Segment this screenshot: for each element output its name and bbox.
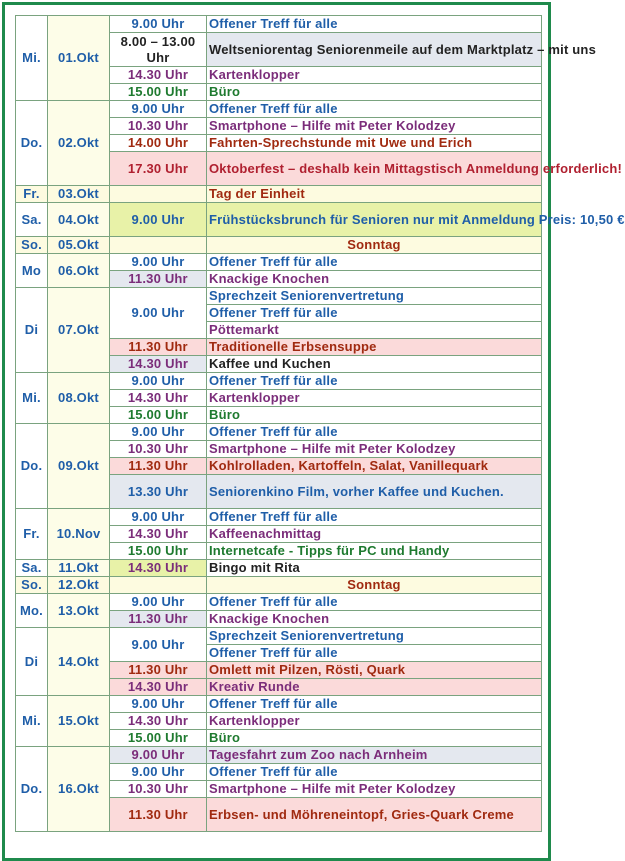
time-cell	[110, 186, 207, 203]
time-cell: 15.00 Uhr	[110, 84, 207, 101]
event-cell: Kreativ Runde	[207, 679, 542, 696]
time-cell: 15.00 Uhr	[110, 407, 207, 424]
time-cell: 9.00 Uhr	[110, 747, 207, 764]
date-cell: 09.Okt	[48, 424, 110, 509]
time-cell	[110, 237, 207, 254]
event-cell: Offener Treff für alle	[207, 696, 542, 713]
day-cell: Mi.	[16, 373, 48, 424]
weekly-schedule-table	[15, 15, 625, 832]
time-cell: 11.30 Uhr	[110, 611, 207, 628]
event-cell: Oktoberfest – deshalb kein Mittagstisch Anmeldung erforderlich!	[207, 152, 542, 186]
day-cell: Mo	[16, 254, 48, 288]
day-cell: Do.	[16, 747, 48, 832]
date-cell: 06.Okt	[48, 254, 110, 288]
event-cell: Kartenklopper	[207, 713, 542, 730]
event-cell: Internetcafe - Tipps für PC und Handy	[207, 543, 542, 560]
event-cell: Bingo mit Rita	[207, 560, 542, 577]
day-cell: Do.	[16, 424, 48, 509]
event-cell: Offener Treff für alle	[207, 594, 542, 611]
event-cell: Weltseniorentag Seniorenmeile auf dem Marktplatz – mit uns	[207, 33, 542, 67]
date-cell: 10.Nov	[48, 509, 110, 560]
time-cell: 9.00 Uhr	[110, 696, 207, 713]
time-cell: 10.30 Uhr	[110, 781, 207, 798]
day-cell: Di	[16, 628, 48, 696]
date-cell: 16.Okt	[48, 747, 110, 832]
time-cell: 11.30 Uhr	[110, 339, 207, 356]
event-cell: Offener Treff für alle	[207, 764, 542, 781]
date-cell: 02.Okt	[48, 101, 110, 186]
table-row	[16, 203, 542, 237]
time-cell: 9.00 Uhr	[110, 288, 207, 339]
time-cell: 17.30 Uhr	[110, 152, 207, 186]
time-cell: 9.00 Uhr	[110, 509, 207, 526]
date-cell: 01.Okt	[48, 16, 110, 101]
event-cell: Erbsen- und Möhreneintopf, Gries-Quark Creme	[207, 798, 542, 832]
time-cell: 14.30 Uhr	[110, 356, 207, 373]
event-cell: Tag der Einheit	[207, 186, 542, 203]
time-cell: 15.00 Uhr	[110, 543, 207, 560]
day-cell: So.	[16, 237, 48, 254]
schedule-frame	[2, 2, 625, 861]
table-row	[16, 186, 542, 203]
event-cell: Offener Treff für alle	[207, 509, 542, 526]
event-cell: Offener Treff für alle	[207, 16, 542, 33]
time-cell	[110, 577, 207, 594]
event-cell: Sprechzeit Seniorenvertretung	[207, 628, 542, 645]
day-cell: Fr.	[16, 509, 48, 560]
event-cell: Smartphone – Hilfe mit Peter Kolodzey	[207, 781, 542, 798]
event-cell: Omlett mit Pilzen, Rösti, Quark	[207, 662, 542, 679]
table-row	[16, 747, 542, 764]
event-cell: Büro	[207, 407, 542, 424]
date-cell: 13.Okt	[48, 594, 110, 628]
time-cell: 14.30 Uhr	[110, 713, 207, 730]
time-cell: 9.00 Uhr	[110, 764, 207, 781]
event-cell: Kartenklopper	[207, 67, 542, 84]
event-cell: Offener Treff für alle	[207, 645, 542, 662]
table-row	[16, 288, 542, 305]
table-row	[16, 577, 542, 594]
event-cell: Traditionelle Erbsensuppe	[207, 339, 542, 356]
event-cell: Kartenklopper	[207, 390, 542, 407]
day-cell: Do.	[16, 101, 48, 186]
table-row	[16, 254, 542, 271]
time-cell: 13.30 Uhr	[110, 475, 207, 509]
event-cell: Büro	[207, 730, 542, 747]
time-cell: 11.30 Uhr	[110, 458, 207, 475]
time-cell: 14.30 Uhr	[110, 390, 207, 407]
date-cell: 12.Okt	[48, 577, 110, 594]
table-row	[16, 628, 542, 645]
event-cell: Kohlrolladen, Kartoffeln, Salat, Vanillequark	[207, 458, 542, 475]
event-cell: Smartphone – Hilfe mit Peter Kolodzey	[207, 118, 542, 135]
date-cell: 07.Okt	[48, 288, 110, 373]
date-cell: 14.Okt	[48, 628, 110, 696]
time-cell: 15.00 Uhr	[110, 730, 207, 747]
time-cell: 14.30 Uhr	[110, 67, 207, 84]
time-cell: 10.30 Uhr	[110, 441, 207, 458]
event-cell: Offener Treff für alle	[207, 101, 542, 118]
table-row	[16, 16, 542, 33]
table-row	[16, 594, 542, 611]
table-row	[16, 424, 542, 441]
event-cell: Fahrten-Sprechstunde mit Uwe und Erich	[207, 135, 542, 152]
day-cell: Sa.	[16, 560, 48, 577]
event-cell: Pöttemarkt	[207, 322, 542, 339]
table-row	[16, 696, 542, 713]
time-cell: 9.00 Uhr	[110, 16, 207, 33]
day-cell: Mi.	[16, 696, 48, 747]
time-cell: 14.30 Uhr	[110, 526, 207, 543]
event-cell: Knackige Knochen	[207, 271, 542, 288]
event-cell: Seniorenkino Film, vorher Kaffee und Kuchen.	[207, 475, 542, 509]
time-cell: 10.30 Uhr	[110, 118, 207, 135]
time-cell: 9.00 Uhr	[110, 373, 207, 390]
day-cell: So.	[16, 577, 48, 594]
time-cell: 9.00 Uhr	[110, 101, 207, 118]
time-cell: 9.00 Uhr	[110, 254, 207, 271]
event-cell: Smartphone – Hilfe mit Peter Kolodzey	[207, 441, 542, 458]
event-cell: Kaffee und Kuchen	[207, 356, 542, 373]
time-cell: 14.30 Uhr	[110, 679, 207, 696]
time-cell: 9.00 Uhr	[110, 594, 207, 611]
event-cell: Sonntag	[207, 577, 542, 594]
event-cell: Offener Treff für alle	[207, 254, 542, 271]
table-row	[16, 101, 542, 118]
time-cell: 11.30 Uhr	[110, 271, 207, 288]
event-cell: Offener Treff für alle	[207, 305, 542, 322]
time-cell: 14.00 Uhr	[110, 135, 207, 152]
date-cell: 15.Okt	[48, 696, 110, 747]
time-cell: 8.00 – 13.00 Uhr	[110, 33, 207, 67]
event-cell: Offener Treff für alle	[207, 373, 542, 390]
date-cell: 11.Okt	[48, 560, 110, 577]
day-cell: Fr.	[16, 186, 48, 203]
table-row	[16, 373, 542, 390]
table-row	[16, 560, 542, 577]
event-cell: Sonntag	[207, 237, 542, 254]
day-cell: Mo.	[16, 594, 48, 628]
time-cell: 9.00 Uhr	[110, 424, 207, 441]
table-row	[16, 237, 542, 254]
table-row	[16, 509, 542, 526]
time-cell: 9.00 Uhr	[110, 628, 207, 662]
event-cell: Sprechzeit Seniorenvertretung	[207, 288, 542, 305]
event-cell: Offener Treff für alle	[207, 424, 542, 441]
date-cell: 03.Okt	[48, 186, 110, 203]
day-cell: Sa.	[16, 203, 48, 237]
event-cell: Knackige Knochen	[207, 611, 542, 628]
date-cell: 05.Okt	[48, 237, 110, 254]
date-cell: 04.Okt	[48, 203, 110, 237]
time-cell: 11.30 Uhr	[110, 662, 207, 679]
time-cell: 11.30 Uhr	[110, 798, 207, 832]
day-cell: Di	[16, 288, 48, 373]
day-cell: Mi.	[16, 16, 48, 101]
event-cell: Tagesfahrt zum Zoo nach Arnheim	[207, 747, 542, 764]
event-cell: Büro	[207, 84, 542, 101]
date-cell: 08.Okt	[48, 373, 110, 424]
event-cell: Frühstücksbrunch für Senioren nur mit Anmeldung Preis: 10,50 €	[207, 203, 542, 237]
event-cell: Kaffeenachmittag	[207, 526, 542, 543]
time-cell: 9.00 Uhr	[110, 203, 207, 237]
time-cell: 14.30 Uhr	[110, 560, 207, 577]
